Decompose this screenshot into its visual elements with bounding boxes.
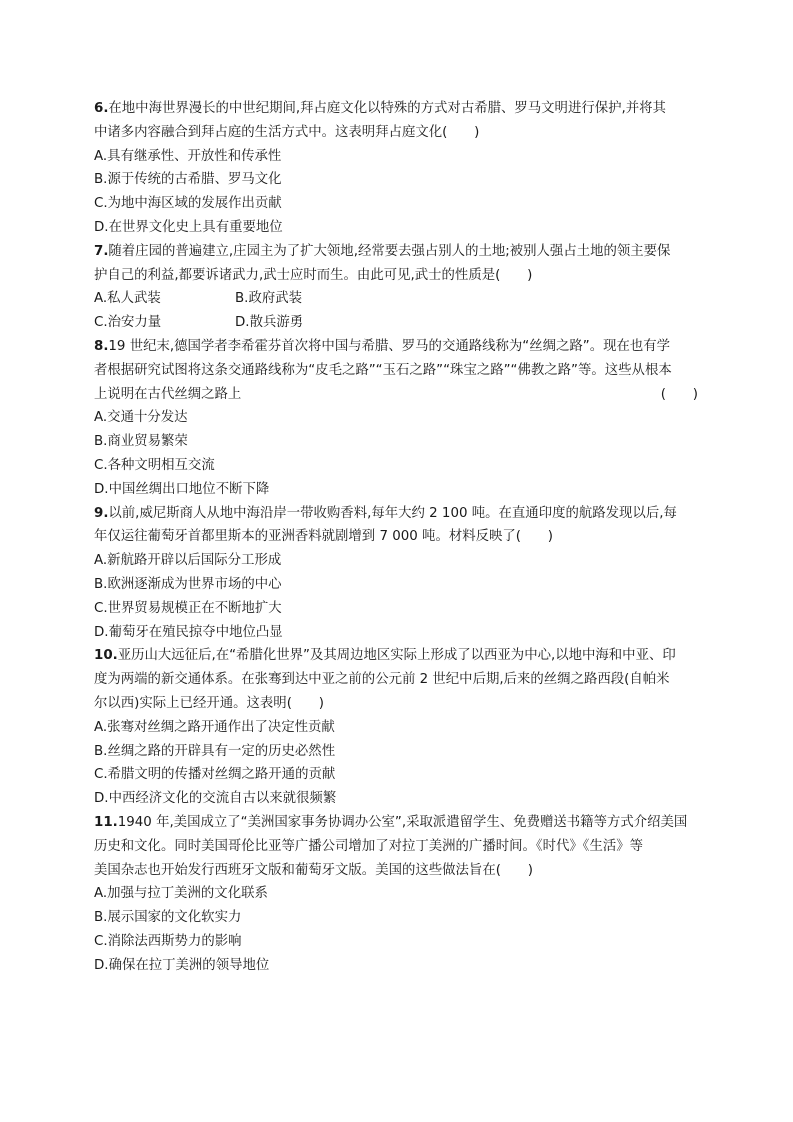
question-stem-line: 尔以西)实际上已经开通。这表明( ) [94, 695, 324, 711]
question-stem-line: 19 世纪末,德国学者李希霍芬首次将中国与希腊、罗马的交通路线称为“丝绸之路”。现在也有学 [108, 338, 671, 354]
question-stem-line: 亚历山大远征后,在“希腊化世界”及其周边地区实际上形成了以西亚为中心,以地中海和中亚、印 [117, 648, 676, 664]
option-c: C.希腊文明的传播对丝绸之路开通的贡献 [94, 767, 336, 783]
question-stem-line: 护自己的利益,都要诉诸武力,武士应时而生。由此可见,武士的性质是( ) [94, 267, 533, 283]
option-a: A.交通十分发达 [94, 410, 188, 426]
question-stem-line: 1940 年,美国成立了“美洲国家事务协调办公室”,采取派遣留学生、免费赠送书籍等方式介绍美国 [117, 814, 688, 830]
option-a: A.加强与拉丁美洲的文化联系 [94, 886, 268, 902]
option-d: D.葡萄牙在殖民掠夺中地位凸显 [94, 624, 283, 640]
question-6 [94, 97, 698, 240]
option-c: C.世界贸易规模正在不断地扩大 [94, 600, 282, 616]
question-number: 6. [94, 101, 109, 116]
question-7 [94, 240, 698, 335]
option-b: B.欧洲逐渐成为世界市场的中心 [94, 576, 282, 592]
option-c: C.为地中海区域的发展作出贡献 [94, 196, 282, 212]
answer-parentheses: ( ) [660, 386, 698, 402]
option-c: C.治安力量 [94, 315, 162, 331]
option-b: B.展示国家的文化软实力 [94, 910, 242, 926]
option-a: A.具有继承性、开放性和传承性 [94, 148, 282, 164]
question-stem-line: 上说明在古代丝绸之路上 [94, 386, 242, 402]
question-stem-line: 者根据研究试图将这条交通路线称为“皮毛之路”“玉石之路”“珠宝之路”“佛教之路”等。这些从根本 [94, 362, 672, 378]
option-d: D.中国丝绸出口地位不断下降 [94, 481, 270, 497]
question-9 [94, 502, 698, 645]
option-c: C.各种文明相互交流 [94, 457, 215, 473]
question-stem-line: 历史和文化。同时美国哥伦比亚等广播公司增加了对拉丁美洲的广播时间。《时代》《生活》等 [94, 838, 644, 854]
question-stem-line: 中诸多内容融合到拜占庭的生活方式中。这表明拜占庭文化( ) [94, 124, 480, 140]
question-number: 11. [94, 814, 118, 830]
option-d: D.确保在拉丁美洲的领导地位 [94, 957, 270, 973]
question-number: 10. [94, 648, 118, 664]
option-d: D.在世界文化史上具有重要地位 [94, 219, 283, 235]
question-11 [94, 811, 698, 978]
question-8 [94, 335, 698, 502]
question-number: 7. [94, 243, 109, 259]
option-b: B.政府武装 [235, 291, 303, 307]
question-number: 9. [94, 505, 109, 521]
option-b: B.源于传统的古希腊、罗马文化 [94, 172, 282, 188]
option-a: A.私人武装 [94, 291, 161, 307]
question-number: 8. [94, 338, 109, 354]
option-d: D.散兵游勇 [235, 315, 304, 331]
question-stem-line: 随着庄园的普遍建立,庄园主为了扩大领地,经常要去强占别人的土地;被别人强占土地的领主要保 [108, 243, 671, 259]
option-b: B.商业贸易繁荣 [94, 434, 188, 450]
option-d: D.中西经济文化的交流自古以来就很频繁 [94, 791, 337, 807]
question-stem-line: 以前,威尼斯商人从地中海沿岸一带收购香料,每年大约 2 100 吨。在直通印度的航路发现以后,每 [108, 505, 677, 521]
option-c: C.消除法西斯势力的影响 [94, 933, 242, 949]
option-b: B.丝绸之路的开辟具有一定的历史必然性 [94, 743, 336, 759]
option-a: A.新航路开辟以后国际分工形成 [94, 553, 282, 569]
question-stem-line: 年仅运往葡萄牙首都里斯本的亚洲香料就剧增到 7 000 吨。材料反映了( ) [94, 529, 554, 545]
question-stem-line: 美国杂志也开始发行西班牙文版和葡萄牙文版。美国的这些做法旨在( ) [94, 862, 533, 878]
question-stem-line: 度为两端的新交通体系。在张骞到达中亚之前的公元前 2 世纪中后期,后来的丝绸之路西段(自帕米 [94, 672, 670, 688]
question-stem-line: 在地中海世界漫长的中世纪期间,拜占庭文化以特殊的方式对古希腊、罗马文明进行保护,并将其 [108, 101, 666, 116]
question-10 [94, 644, 698, 811]
option-a: A.张骞对丝绸之路开通作出了决定性贡献 [94, 719, 335, 735]
exam-page [94, 97, 698, 977]
